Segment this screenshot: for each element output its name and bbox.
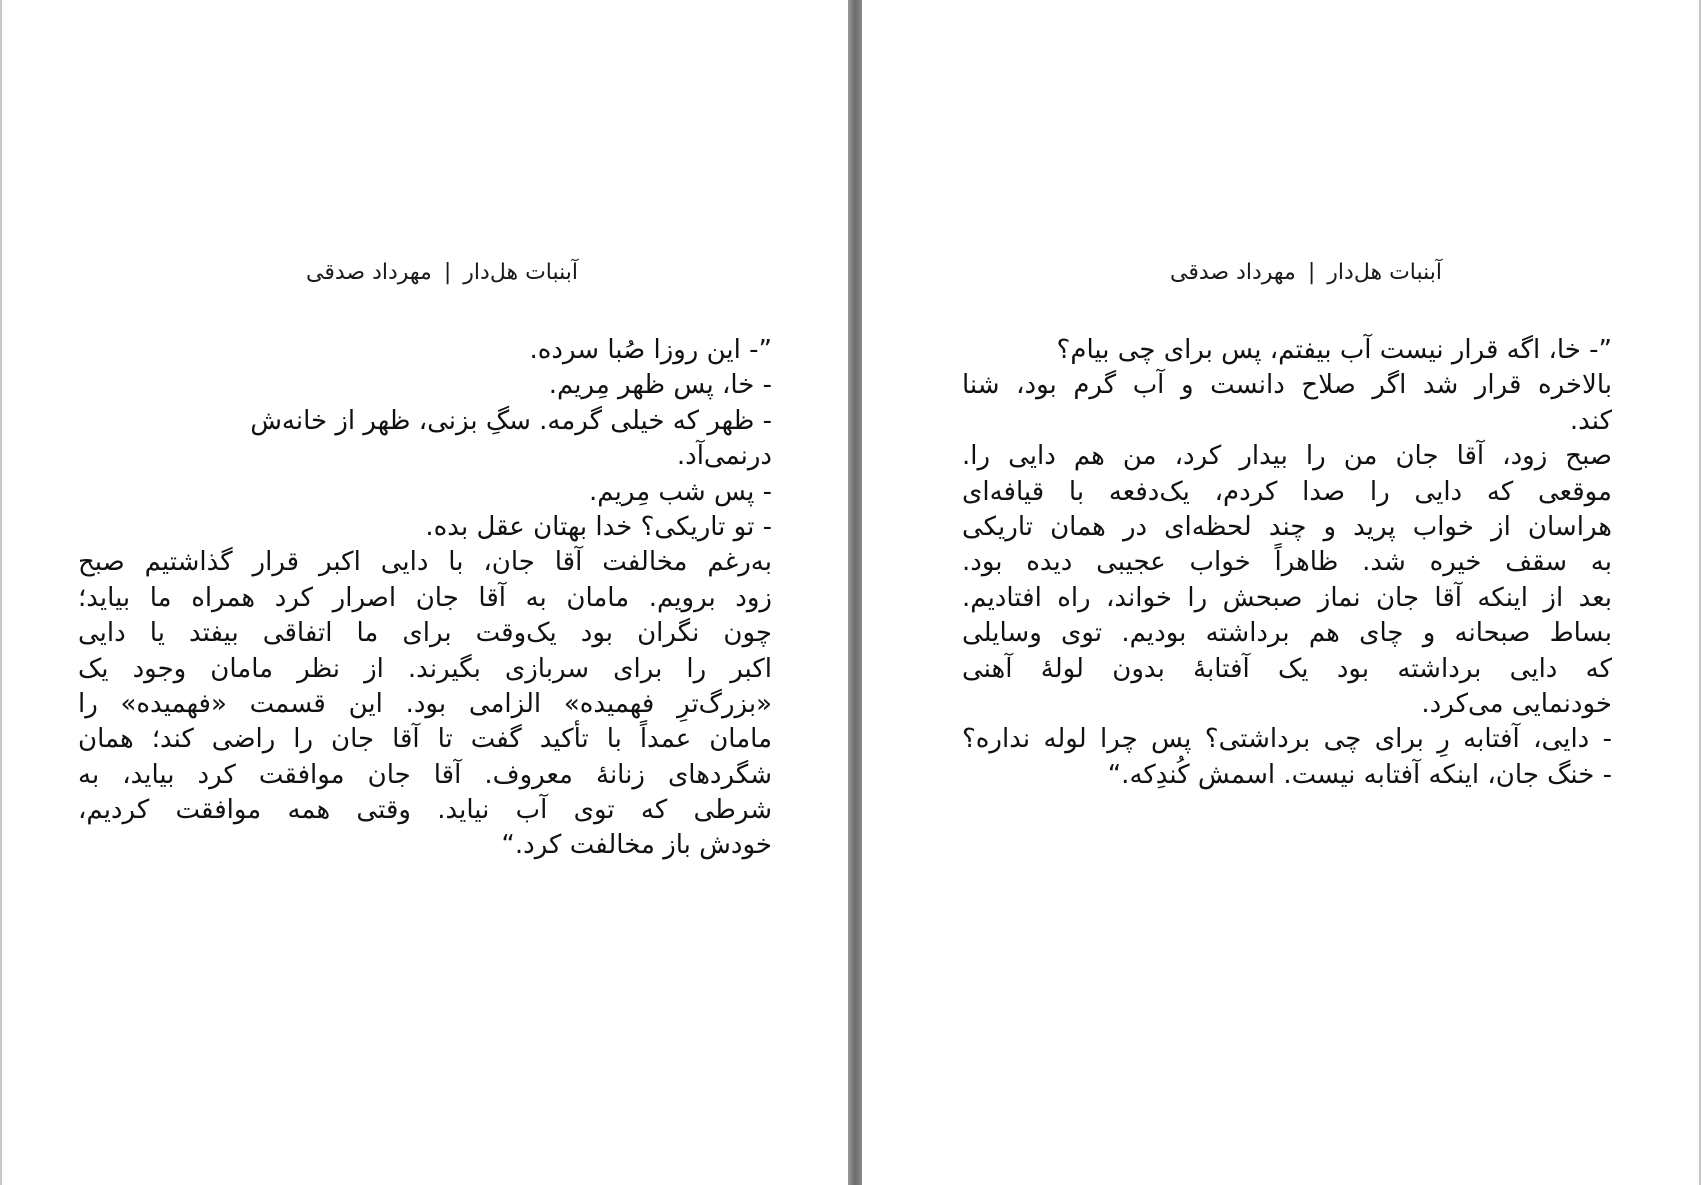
book-gutter xyxy=(848,0,862,1185)
author-name: مهرداد صدقی xyxy=(1170,260,1296,285)
text-line: هراسان از خواب پرید و چند لحظه‌ای در همان تاریکی xyxy=(962,511,1612,542)
page-edge xyxy=(0,0,2,1185)
text-line: مامان عمداً با تأکید گفت تا آقا جان را راضی کند؛ همان xyxy=(78,724,772,755)
text-line: خودنمایی می‌کرد. xyxy=(1421,688,1612,719)
text-line: شرطی که توی آب نیاید. وقتی همه موافقت کردیم، xyxy=(78,795,772,826)
text-line: ”- خا، اگه قرار نیست آب بیفتم، پس برای چی بیام؟ xyxy=(1056,335,1612,365)
header-separator: | xyxy=(443,260,452,285)
text-line: صبح زود، آقا جان من را بیدار کرد، من هم دایی را. xyxy=(962,441,1612,472)
page-body xyxy=(78,333,772,864)
header-separator: | xyxy=(1307,260,1316,285)
running-header xyxy=(1132,258,1442,288)
text-line: بساط صبحانه و چای هم برداشته بودیم. توی وسایلی xyxy=(962,618,1612,649)
text-line: - ظهر که خیلی گرمه. سگِ بزنی، ظهر از خانه‌ش xyxy=(250,405,772,436)
book-title: آبنبات هل‌دار xyxy=(463,260,578,285)
book-title: آبنبات هل‌دار xyxy=(1327,260,1442,285)
text-line: خودش باز مخالفت کرد.“ xyxy=(501,830,772,861)
text-line: - خنگ جان، اینکه آفتابه نیست. اسمش کُندِکه.“ xyxy=(1107,759,1612,790)
text-line: - دایی، آفتابه رِ برای چی برداشتی؟ پس چرا لوله نداره؟ xyxy=(962,724,1612,755)
text-line: زود برویم. مامان به آقا جان اصرار کرد همراه ما بیاید؛ xyxy=(78,582,772,613)
text-line: بعد از اینکه آقا جان نماز صبحش را خواند، راه افتادیم. xyxy=(962,582,1612,613)
right-page xyxy=(862,0,1701,1185)
text-line: به‌رغم مخالفت آقا جان، با دایی اکبر قرار گذاشتیم صبح xyxy=(78,547,772,578)
running-header xyxy=(278,258,578,288)
text-line: - خا، پس ظهر مِریم. xyxy=(548,370,772,401)
author-name: مهرداد صدقی xyxy=(306,260,432,285)
text-line: - تو تاریکی؟ خدا بهتان عقل بده. xyxy=(425,511,772,542)
text-line: شگردهای زنانهٔ معروف. آقا جان موافقت کرد بیاید، به xyxy=(78,759,772,790)
text-line: اکبر را برای سربازی بگیرند. از نظر مامان وجود یک xyxy=(78,653,772,684)
left-page xyxy=(0,0,848,1185)
text-line: ”- این روزا صُبا سرده. xyxy=(529,335,772,365)
page-body xyxy=(962,333,1612,793)
text-line: که دایی برداشته بود یک آفتابهٔ بدون لولهٔ آهنی xyxy=(962,653,1612,684)
text-line: - پس شب مِریم. xyxy=(589,476,772,507)
text-line: بالاخره قرار شد اگر صلاح دانست و آب گرم بود، شنا xyxy=(962,370,1612,401)
text-line: چون نگران بود یک‌وقت برای ما اتفاقی بیفتد یا دایی xyxy=(78,618,772,649)
text-line: «بزرگ‌ترِ فهمیده» الزامی بود. این قسمت «فهمیده» را xyxy=(78,688,772,719)
text-line: به سقف خیره شد. ظاهراً خواب عجیبی دیده بود. xyxy=(962,547,1612,578)
text-line: کند. xyxy=(1569,405,1612,436)
text-line: درنمی‌آد. xyxy=(676,441,772,472)
text-line: موقعی که دایی را صدا کردم، یک‌دفعه با قیافه‌ای xyxy=(962,476,1612,507)
